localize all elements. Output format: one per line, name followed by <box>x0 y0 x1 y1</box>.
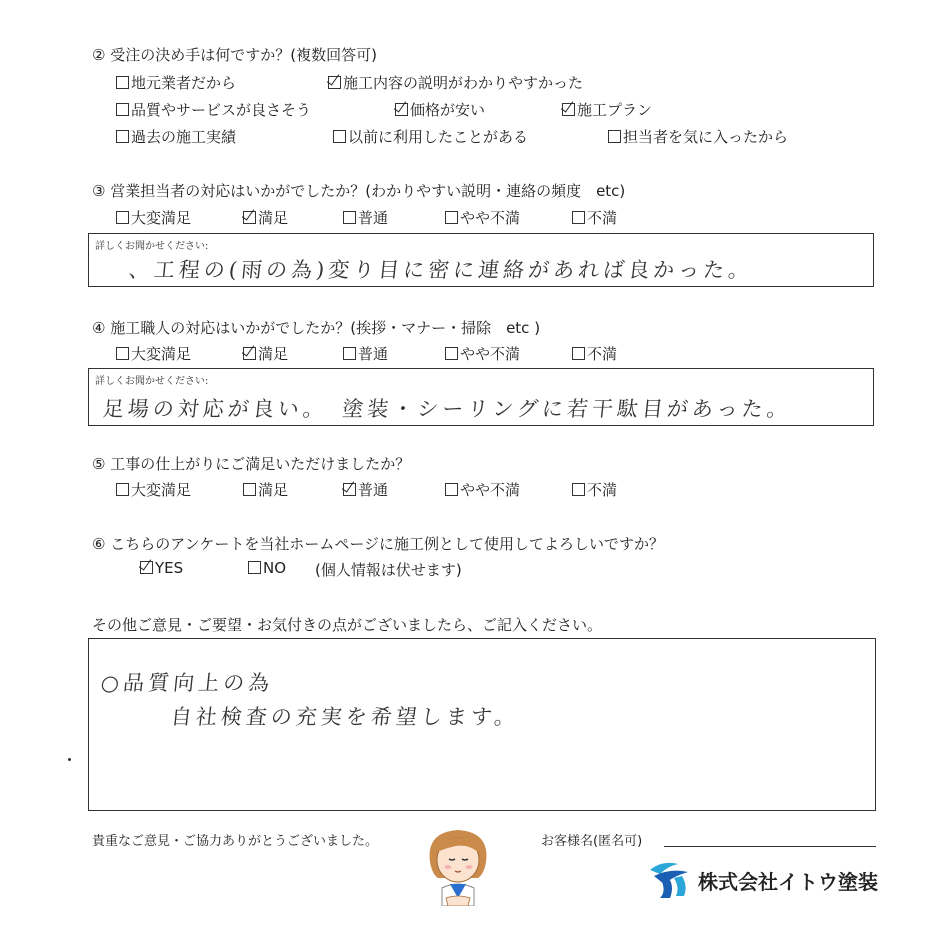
q2-option-explanation[interactable]: 施工内容の説明がわかりやすかった <box>328 72 583 93</box>
q3-option-normal[interactable]: 普通 <box>343 207 388 228</box>
customer-name-field[interactable] <box>664 846 876 847</box>
checkbox <box>333 130 346 143</box>
q6-option-no[interactable]: NO <box>248 559 286 577</box>
checkbox-checked <box>395 103 408 116</box>
q2-option-staff[interactable]: 担当者を気に入ったから <box>608 126 788 147</box>
other-handwritten-line1: ○品質向上の為 <box>99 671 275 695</box>
q5-option-slightly-dissatisfied[interactable]: やや不満 <box>445 479 520 500</box>
q3-option-dissatisfied[interactable]: 不満 <box>572 207 617 228</box>
q2-option-plan[interactable]: 施工プラン <box>562 99 652 120</box>
q3-option-very-satisfied[interactable]: 大変満足 <box>116 207 191 228</box>
q4-option-normal[interactable]: 普通 <box>343 343 388 364</box>
q4-option-dissatisfied[interactable]: 不満 <box>572 343 617 364</box>
checkbox-checked <box>562 103 575 116</box>
other-handwritten-line2: 自社検査の充実を希望します。 <box>169 705 521 729</box>
other-comments-box[interactable] <box>88 638 876 811</box>
q3-detail-label: 詳しくお聞かせください: <box>95 241 209 252</box>
q4-option-slightly-dissatisfied[interactable]: やや不満 <box>445 343 520 364</box>
checkbox <box>116 76 129 89</box>
q4-option-satisfied[interactable]: 満足 <box>243 343 288 364</box>
q6-privacy-note: (個人情報は伏せます) <box>315 561 462 579</box>
other-title: その他ご意見・ご要望・お気付きの点がございましたら、ご記入ください。 <box>92 616 603 634</box>
q2-option-used-before[interactable]: 以前に利用したことがある <box>333 126 528 147</box>
q3-option-slightly-dissatisfied[interactable]: やや不満 <box>445 207 520 228</box>
q4-title: ④ 施工職人の対応はいかがでしたか？(挨拶・マナー・掃除 etc ) <box>92 319 541 337</box>
q5-option-satisfied[interactable]: 満足 <box>243 479 288 500</box>
q3-option-satisfied[interactable]: 満足 <box>243 207 288 228</box>
company-logo-icon <box>648 858 694 898</box>
q2-option-local[interactable]: 地元業者だから <box>116 72 236 93</box>
q3-detail-box[interactable] <box>88 233 874 287</box>
checkbox <box>116 130 129 143</box>
q2-option-past-work[interactable]: 過去の施工実績 <box>116 126 236 147</box>
q5-option-normal[interactable]: 普通 <box>343 479 388 500</box>
checkbox <box>116 103 129 116</box>
q2-option-quality[interactable]: 品質やサービスが良さそう <box>116 99 311 120</box>
q2-option-price[interactable]: 価格が安い <box>395 99 485 120</box>
q6-option-yes[interactable]: YES <box>140 559 183 577</box>
company-name: 株式会社イトウ塗装 <box>698 870 878 894</box>
q4-detail-box[interactable] <box>88 368 874 426</box>
thanks-message: 貴重なご意見・ご協力ありがとうございました。 <box>92 834 379 849</box>
customer-name-label: お客様名(匿名可) <box>541 834 643 849</box>
q2-title: ② 受注の決め手は何ですか？(複数回答可) <box>92 46 377 64</box>
q4-option-very-satisfied[interactable]: 大変満足 <box>116 343 191 364</box>
q5-title: ⑤ 工事の仕上がりにご満足いただけましたか？ <box>92 455 411 473</box>
stray-dot <box>68 758 71 761</box>
q6-title: ⑥ こちらのアンケートを当社ホームページに施工例として使用してよろしいですか？ <box>92 535 665 553</box>
mascot-illustration <box>420 822 496 906</box>
checkbox-checked <box>328 76 341 89</box>
q5-option-very-satisfied[interactable]: 大変満足 <box>116 479 191 500</box>
q4-detail-label: 詳しくお聞かせください: <box>95 376 209 387</box>
q3-handwritten-answer: 、工程の(雨の為)変り目に密に連絡があれば良かった。 <box>127 258 755 282</box>
q4-handwritten-answer: 足場の対応が良い。 塗装・シーリングに若干駄目があった。 <box>101 397 794 421</box>
q5-option-dissatisfied[interactable]: 不満 <box>572 479 617 500</box>
q3-title: ③ 営業担当者の対応はいかがでしたか？(わかりやすい説明・連絡の頻度 etc) <box>92 182 626 200</box>
checkbox <box>608 130 621 143</box>
